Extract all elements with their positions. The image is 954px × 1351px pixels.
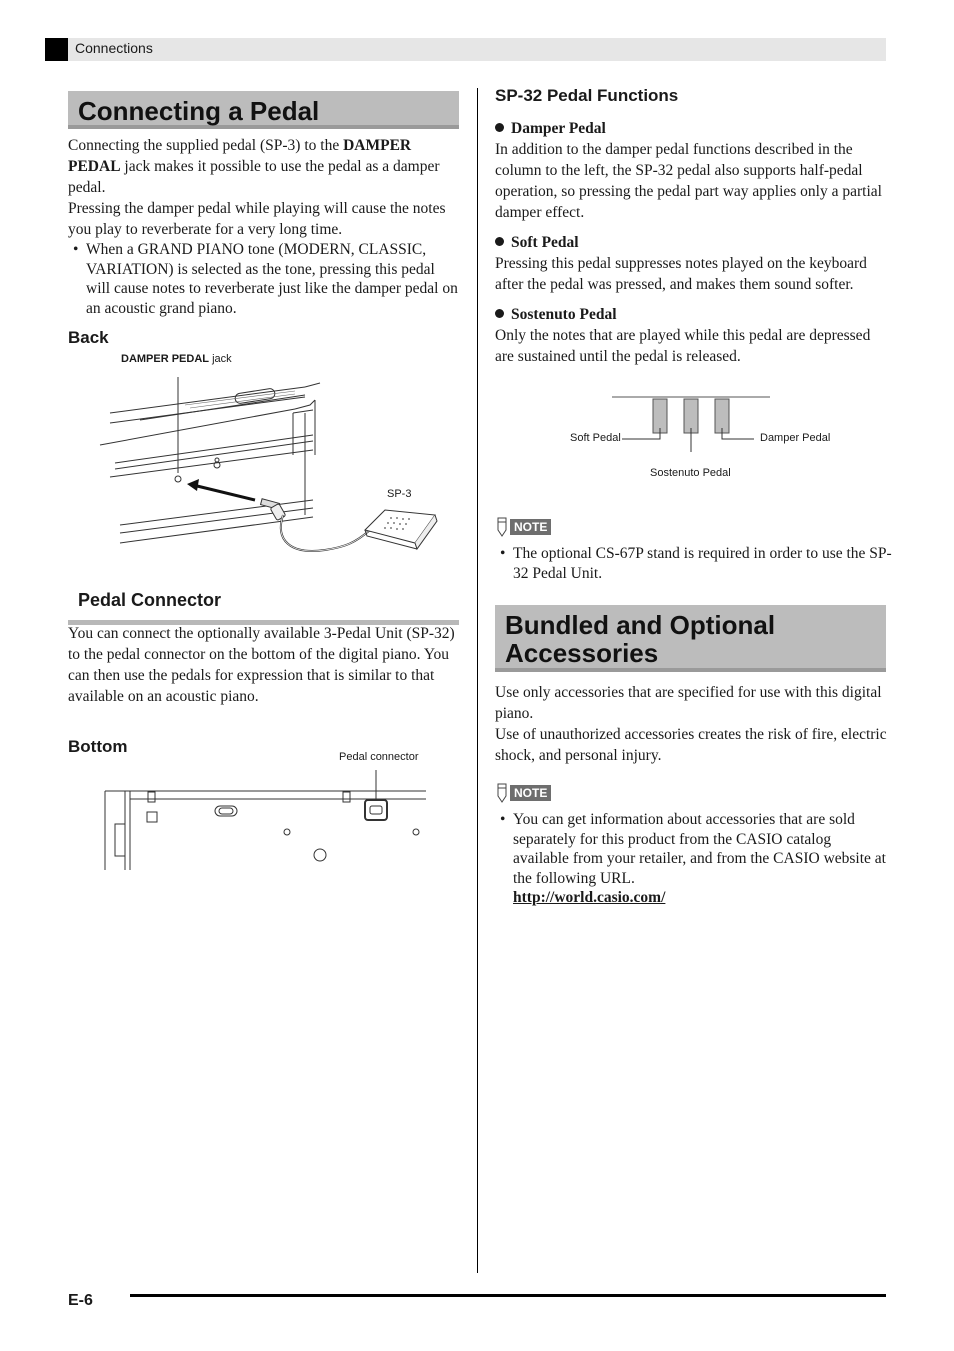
- header-marker: [45, 38, 68, 61]
- intro-pre: Connecting the supplied pedal (SP-3) to the: [68, 137, 344, 154]
- back-panel-figure: [95, 365, 465, 560]
- damper-text: In addition to the damper pedal functions described in the column to the left, the SP-32 pedal also supports half-pedal operation, so pressing the pedal part way applies only a partial damper effect.: [495, 141, 882, 221]
- soft-title-row: [495, 232, 887, 253]
- section-title: Connecting a Pedal: [78, 96, 320, 126]
- acc-title-line1: Bundled and Optional: [505, 610, 776, 640]
- section-heading-connecting-pedal: [68, 91, 459, 129]
- bullet-dot: [495, 309, 504, 318]
- pedal-connector-heading: Pedal Connector: [78, 590, 222, 610]
- header-section-title: Connections: [75, 40, 153, 56]
- soft-pedal-label: Soft Pedal: [570, 432, 621, 444]
- pencil-icon: [496, 782, 508, 804]
- acc-text-1: Use only accessories that are specified for use with this digital piano.: [495, 684, 882, 722]
- bullet-dot: [495, 237, 504, 246]
- note-badge: [496, 516, 551, 538]
- acc-title-line2: Accessories: [505, 638, 659, 668]
- soft-text: Pressing this pedal suppresses notes played on the keyboard after the pedal was pressed, and makes them sound softer.: [495, 255, 867, 293]
- intro-bold: DAMPER PEDAL: [68, 137, 412, 175]
- footer-rule: [130, 1294, 886, 1297]
- damper-jack-label-rest: jack: [209, 353, 232, 365]
- note2-block: [495, 810, 887, 908]
- intro-paragraph-2: Pressing the damper pedal while playing will cause the notes you play to reverberate for a very long time.: [68, 200, 446, 238]
- sp32-heading: SP-32 Pedal Functions: [495, 86, 679, 105]
- sost-title: Sostenuto Pedal: [511, 306, 617, 323]
- damper-jack-label-bold: DAMPER PEDAL: [121, 353, 210, 365]
- damper-pedal-label: Damper Pedal: [760, 432, 831, 444]
- damper-jack-label: [121, 353, 232, 365]
- header-bar: [45, 38, 886, 61]
- pedal-connector-label: Pedal connector: [339, 751, 419, 763]
- sostenuto-pedal-label: Sostenuto Pedal: [650, 467, 731, 479]
- soft-title: Soft Pedal: [511, 234, 579, 251]
- sp32-functions: [495, 118, 887, 367]
- pencil-icon: [496, 516, 508, 538]
- pedal-connector-heading-box: [68, 590, 459, 625]
- accessories-text: [495, 682, 887, 766]
- note-label: NOTE: [510, 519, 551, 535]
- note-label-2: NOTE: [510, 785, 551, 801]
- bullet-grand-piano: • When a GRAND PIANO tone (MODERN, CLASSIC, VARIATION) is selected as the tone, pressing this pedal will cause notes to reverberate just like the damper pedal on an acoustic grand piano.: [68, 240, 460, 318]
- acc-text-2: Use of unauthorized accessories creates the risk of fire, electric shock, and personal injury.: [495, 726, 887, 764]
- note-badge-2: [496, 782, 551, 804]
- damper-title: Damper Pedal: [511, 120, 606, 137]
- note2-text: • You can get information about accessories that are sold separately for this product from the CASIO catalog available from your retailer, and from the CASIO website at the following URL.: [495, 810, 887, 888]
- bottom-panel-figure: [100, 766, 430, 874]
- bullet-dot: [495, 123, 504, 132]
- intro-post: jack makes it possible to use the pedal as a damper pedal.: [68, 158, 440, 196]
- sost-text: Only the notes that are played while this pedal are depressed are sustained until the pedal is released.: [495, 327, 871, 365]
- page-number: E-6: [68, 1292, 93, 1309]
- section-heading-accessories: [495, 605, 886, 672]
- back-heading: Back: [68, 328, 109, 347]
- note1-text: • The optional CS-67P stand is required in order to use the SP-32 Pedal Unit.: [495, 544, 905, 583]
- sost-title-row: [495, 304, 887, 325]
- casio-url-link[interactable]: http://world.casio.com/: [513, 889, 666, 906]
- column-divider: [477, 88, 478, 1273]
- pedal-connector-text: You can connect the optionally available 3-Pedal Unit (SP-32) to the pedal connector on the bottom of the digital piano. You can then use the pedals for expression that is similar to that available on an acoustic piano.: [68, 625, 455, 705]
- intro-paragraph: [68, 135, 460, 198]
- intro-text: [68, 135, 460, 318]
- damper-title-row: [495, 118, 887, 139]
- sp3-label: SP-3: [387, 488, 412, 500]
- bottom-heading: Bottom: [68, 737, 128, 756]
